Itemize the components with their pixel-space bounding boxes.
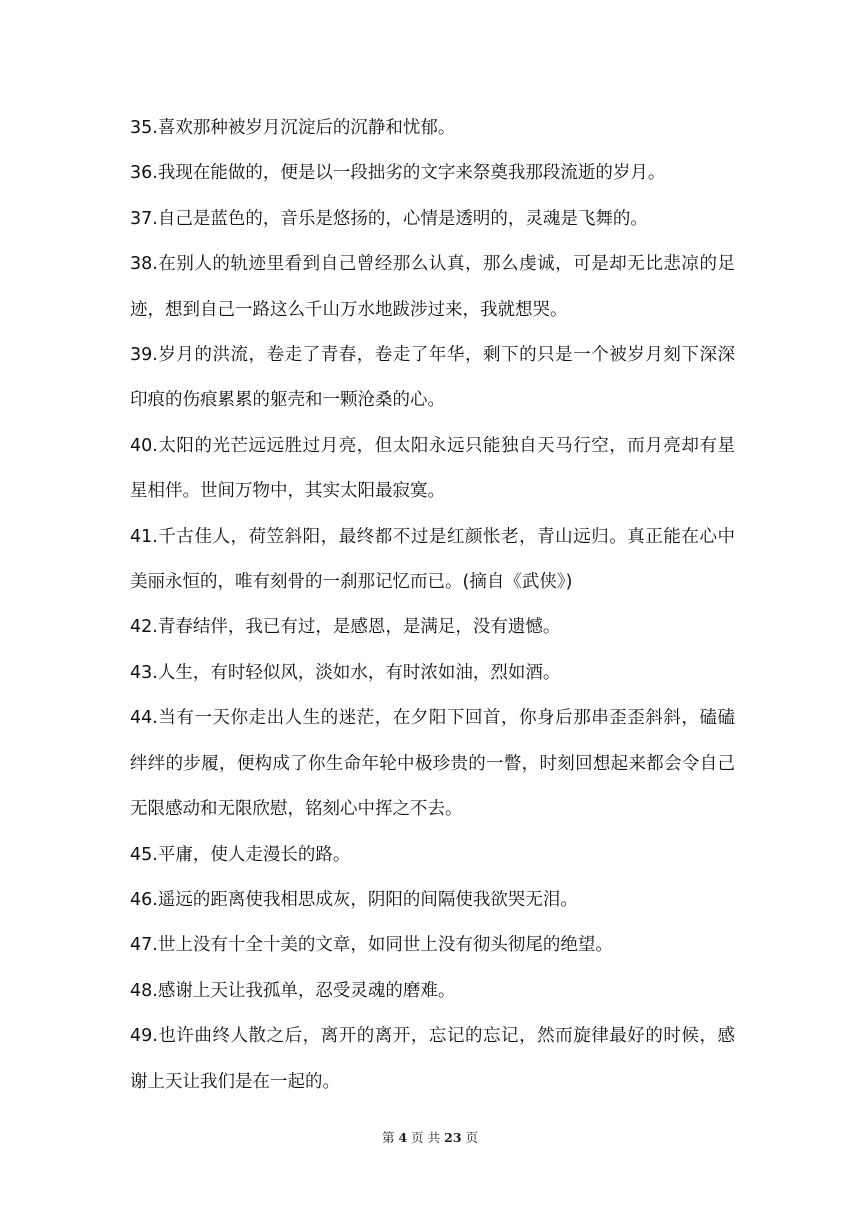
quote-38: 38.在别人的轨迹里看到自己曾经那么认真，那么虔诚，可是却无比悲凉的足迹，想到自己一路这么千山万水地跋涉过来，我就想哭。 <box>130 254 735 320</box>
quote-39: 39.岁月的洪流，卷走了青春，卷走了年华，剩下的只是一个被岁月刻下深深印痕的伤痕累累的躯壳和一颗沧桑的心。 <box>130 345 735 411</box>
quote-43: 43.人生，有时轻似风，淡如水，有时浓如油，烈如酒。 <box>130 662 561 683</box>
quote-37: 37.自己是蓝色的，音乐是悠扬的，心情是透明的，灵魂是飞舞的。 <box>130 208 648 229</box>
quote-42: 42.青春结伴，我已有过，是感恩，是满足，没有遗憾。 <box>130 617 561 638</box>
quote-48: 48.感谢上天让我孤单，忍受灵魂的磨难。 <box>130 980 456 1001</box>
quote-36: 36.我现在能做的，便是以一段拙劣的文字来祭奠我那段流逝的岁月。 <box>130 163 666 184</box>
footer-suffix: 页 <box>465 1130 479 1145</box>
footer-page-number: 4 <box>398 1130 408 1145</box>
quote-46: 46.遥远的距离使我相思成灰，阴阳的间隔使我欲哭无泪。 <box>130 889 578 910</box>
quote-list <box>130 106 735 1105</box>
quote-41: 41.千古佳人，荷笠斜阳，最终都不过是红颜怅老，青山远归。真正能在心中美丽永恒的，唯有刻骨的一刹那记忆而已。(摘自《武侠》) <box>130 526 735 593</box>
quote-45: 45.平庸，使人走漫长的路。 <box>130 844 351 865</box>
page-footer <box>0 1128 860 1146</box>
footer-total-pages: 23 <box>444 1130 462 1145</box>
quote-47: 47.世上没有十全十美的文章，如同世上没有彻头彻尾的绝望。 <box>130 935 613 956</box>
footer-prefix: 第 <box>381 1130 395 1145</box>
footer-mid: 页 共 <box>411 1130 441 1145</box>
quote-49: 49.也许曲终人散之后，离开的离开，忘记的忘记，然而旋律最好的时候，感谢上天让我们是在一起的。 <box>130 1026 735 1092</box>
quote-35: 35.喜欢那种被岁月沉淀后的沉静和忧郁。 <box>130 118 456 138</box>
quote-40: 40.太阳的光芒远远胜过月亮，但太阳永远只能独自天马行空，而月亮却有星星相伴。世间万物中，其实太阳最寂寞。 <box>130 435 735 502</box>
quote-44: 44.当有一天你走出人生的迷茫，在夕阳下回首，你身后那串歪歪斜斜，磕磕绊绊的步履，便构成了你生命年轮中极珍贵的一瞥，时刻回想起来都会令自己无限感动和无限欣慰，铭刻心中挥之不去。 <box>130 708 735 820</box>
